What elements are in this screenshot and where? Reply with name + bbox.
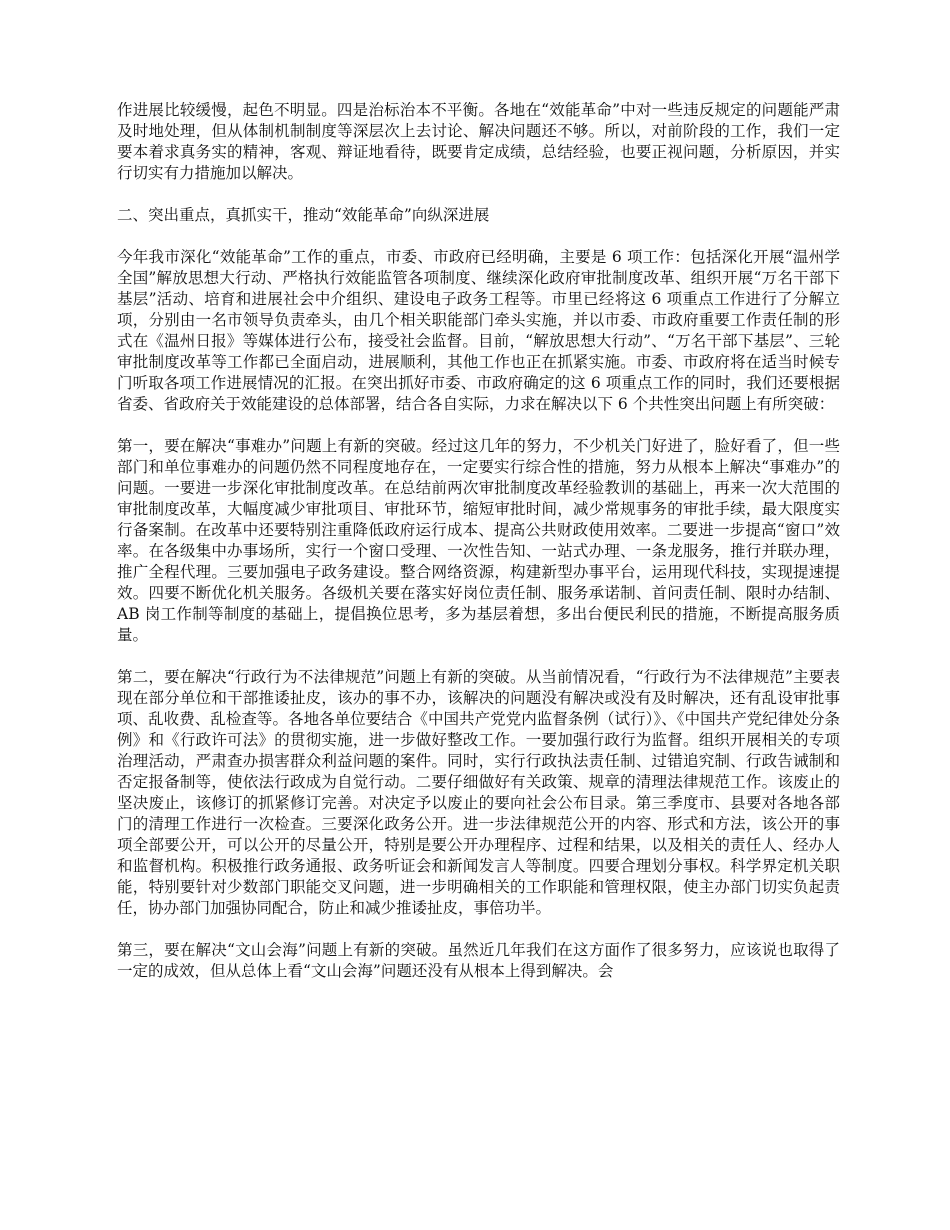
paragraph-second-breakthrough: 第二，要在解决“行政行为不法律规范”问题上有新的突破。从当前情况看，“行政行为不法律规范”主要表现在部分单位和干部推诿扯皮，该办的事不办，该解决的问题没有解决或没有及时解决，还有乱设审批事项、乱收费、乱检查等。各地各单位要结合《中国共产党党内监督条例（试行）》、《中国共产党纪律处分条例》和《行政许可法》的贯彻实施，进一步做好整改工作。一要加强行政行为监督。组织开展相关的专项治理活动，严肃查办损害群众利益问题的案件。同时，实行行政执法责任制、过错追究制、行政告诫制和否定报备制等，使依法行政成为自觉行动。二要仔细做好有关政策、规章的清理法律规范工作。该废止的坚决废止，该修订的抓紧修订完善。对决定予以废止的要向社会公布目录。第三季度市、县要对各地各部门的清理工作进行一次检查。三要深化政务公开。进一步法律规范公开的内容、形式和方法，该公开的事项全部要公开，可以公开的尽量公开，特别是要公开办理程序、过程和结果，以及相关的责任人、经办人和监督机构。积极推行政务通报、政务听证会和新闻发言人等制度。四要合理划分事权。科学界定机关职能，特别要针对少数部门职能交叉问题，进一步明确相关的工作职能和管理权限，使主办部门切实负起责任，协办部门加强协同配合，防止和减少推诿扯皮，事倍功半。 — [117, 668, 840, 917]
paragraph-third-breakthrough: 第三，要在解决“文山会海”问题上有新的突破。虽然近几年我们在这方面作了很多努力，应该说也取得了一定的成效，但从总体上看“文山会海”问题还没有从根本上得到解决。会 — [117, 941, 840, 980]
document-page — [117, 100, 840, 1003]
paragraph-key-tasks: 今年我市深化“效能革命”工作的重点，市委、市政府已经明确，主要是 6 项工作：包括深化开展“温州学全国”解放思想大行动、严格执行效能监管各项制度、继续深化政府审批制度改革、组织开展“万名干部下基层”活动、培育和进展社会中介组织、建设电子政务工程等。市里已经将这 6 项重点工作进行了分解立项，分别由一名市领导负责牵头，由几个相关职能部门牵头实施，并以市委、市政府重要工作责任制的形式在《温州日报》等媒体进行公布，接受社会监督。目前，“解放思想大行动”、“万名干部下基层”、三轮审批制度改革等工作都已全面启动，进展顺利，其他工作也正在抓紧实施。市委、市政府将在适当时候专门听取各项工作进展情况的汇报。在突出抓好市委、市政府确定的这 6 项重点工作的同时，我们还要根据省委、省政府关于效能建设的总体部署，结合各自实际，力求在解决以下 6 个共性突出问题上有所突破： — [117, 248, 840, 413]
section-heading-two: 二、突出重点，真抓实干，推动“效能革命”向纵深进展 — [117, 206, 490, 224]
paragraph-intro-continuation: 作进展比较缓慢，起色不明显。四是治标治本不平衡。各地在“效能革命”中对一些违反规定的问题能严肃及时地处理，但从体制机制制度等深层次上去讨论、解决问题还不够。所以，对前阶段的工作，我们一定要本着求真务实的精神，客观、辩证地看待，既要肯定成绩，总结经验，也要正视问题，分析原因，并实行切实有力措施加以解决。 — [117, 101, 840, 182]
paragraph-first-breakthrough: 第一，要在解决“事难办”问题上有新的突破。经过这几年的努力，不少机关门好进了，脸好看了，但一些部门和单位事难办的问题仍然不同程度地存在，一定要实行综合性的措施，努力从根本上解决“事难办”的问题。一要进一步深化审批制度改革。在总结前两次审批制度改革经验教训的基础上，再来一次大范围的审批制度改革，大幅度减少审批项目、审批环节，缩短审批时间，减少常规事务的审批手续，最大限度实行备案制。在改革中还要特别注重降低政府运行成本、提高公共财政使用效率。二要进一步提高“窗口”效率。在各级集中办事场所，实行一个窗口受理、一次性告知、一站式办理、一条龙服务，推行并联办理，推广全程代理。三要加强电子政务建设。整合网络资源，构建新型办事平台，运用现代科技，实现提速提效。四要不断优化机关服务。各级机关要在落实好岗位责任制、服务承诺制、首问责任制、限时办结制、AB 岗工作制等制度的基础上，提倡换位思考，多为基层着想，多出台便民利民的措施，不断提高服务质量。 — [117, 437, 840, 644]
